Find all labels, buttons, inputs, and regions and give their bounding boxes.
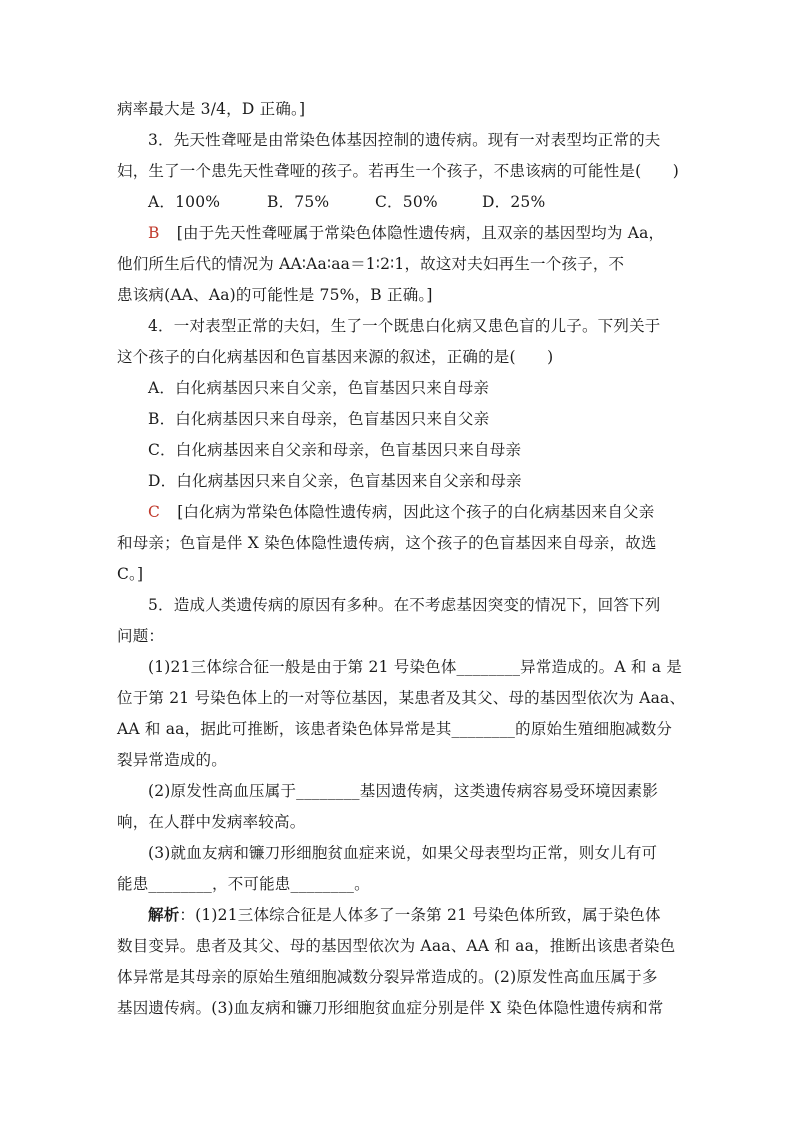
- analysis-paragraph: [148, 905, 661, 925]
- option-a: A．100%: [148, 193, 221, 211]
- question-4-option-b: B．白化病基因只来自母亲，色盲基因只来自父亲: [148, 410, 490, 428]
- question-5-stem-cont: 问题：: [117, 627, 165, 645]
- analysis-text-cont: 数目变异。患者及其父、母的基因型依次为 Aaa、AA 和 aa，推断出该患者染色: [117, 937, 676, 955]
- answer-explanation-cont: C。]: [117, 565, 144, 583]
- question-3-stem-cont: 妇，生了一个患先天性聋哑的孩子。若再生一个孩子，不患该病的可能性是( ): [117, 162, 679, 180]
- option-b: B．75%: [267, 193, 330, 211]
- question-5-part-3-cont: 能患________，不可能患________。: [117, 875, 370, 893]
- answer-letter: B: [148, 224, 160, 242]
- question-5-stem: 5．造成人类遗传病的原因有多种。在不考虑基因突变的情况下，回答下列: [148, 596, 661, 614]
- question-3-stem: 3．先天性聋哑是由常染色体基因控制的遗传病。现有一对表型均正常的夫: [148, 131, 661, 149]
- answer-explanation-cont: 和母亲；色盲是伴 X 染色体隐性遗传病，这个孩子的色盲基因来自母亲，故选: [117, 534, 657, 552]
- question-4-stem: 4．一对表型正常的夫妇，生了一个既患白化病又患色盲的儿子。下列关于: [148, 317, 661, 335]
- option-c: C．50%: [375, 193, 438, 211]
- question-5-part-2-cont: 响，在人群中发病率较高。: [117, 813, 306, 831]
- answer-explanation-cont: 他们所生后代的情况为 AA∶Aa∶aa＝1∶2∶1，故这对夫妇再生一个孩子，不: [117, 255, 625, 273]
- question-5-part-1-cont: 裂异常造成的。: [117, 751, 227, 769]
- question-5-part-3: (3)就血友病和镰刀形细胞贫血症来说，如果父母表型均正常，则女儿有可: [148, 844, 658, 862]
- analysis-label: 解析: [148, 905, 180, 924]
- analysis-text-cont: 基因遗传病。(3)血友病和镰刀形细胞贫血症分别是伴 X 染色体隐性遗传病和常: [117, 999, 664, 1017]
- question-5-part-1-cont: 位于第 21 号染色体上的一对等位基因，某患者及其父、母的基因型依次为 Aaa、: [117, 689, 686, 707]
- answer-explanation: [由于先天性聋哑属于常染色体隐性遗传病，且双亲的基因型均为 Aa，: [176, 224, 665, 242]
- question-4-option-a: A．白化病基因只来自父亲，色盲基因只来自母亲: [148, 379, 490, 397]
- question-4-option-c: C．白化病基因来自父亲和母亲，色盲基因只来自母亲: [148, 441, 522, 459]
- question-4-stem-cont: 这个孩子的白化病基因和色盲基因来源的叙述，正确的是( ): [117, 348, 554, 366]
- answer-letter: C: [148, 503, 161, 521]
- question-5-part-2: (2)原发性高血压属于________基因遗传病，这类遗传病容易受环境因素影: [148, 782, 659, 800]
- question-3-answer: [148, 223, 664, 243]
- text-line: 病率最大是 3/4，D 正确。]: [117, 100, 306, 118]
- analysis-text-cont: 体异常是其母亲的原始生殖细胞减数分裂异常造成的。(2)原发性高血压属于多: [117, 968, 658, 986]
- question-4-option-d: D．白化病基因只来自父亲，色盲基因来自父亲和母亲: [148, 472, 522, 490]
- question-5-part-1: (1)21三体综合征一般是由于第 21 号染色体________异常造成的。A 和 a 是: [148, 658, 682, 676]
- option-d: D．25%: [482, 193, 546, 211]
- analysis-text: ：(1)21三体综合征是人体多了一条第 21 号染色体所致，属于染色体: [179, 906, 661, 924]
- question-5-part-1-cont: AA 和 aa，据此可推断，该患者染色体异常是其________的原始生殖细胞减数分: [117, 720, 673, 738]
- question-4-answer: [148, 502, 654, 522]
- answer-explanation-cont: 患该病(AA、Aa)的可能性是 75%，B 正确。]: [117, 286, 433, 304]
- answer-explanation: [白化病为常染色体隐性遗传病，因此这个孩子的白化病基因来自父亲: [177, 503, 655, 521]
